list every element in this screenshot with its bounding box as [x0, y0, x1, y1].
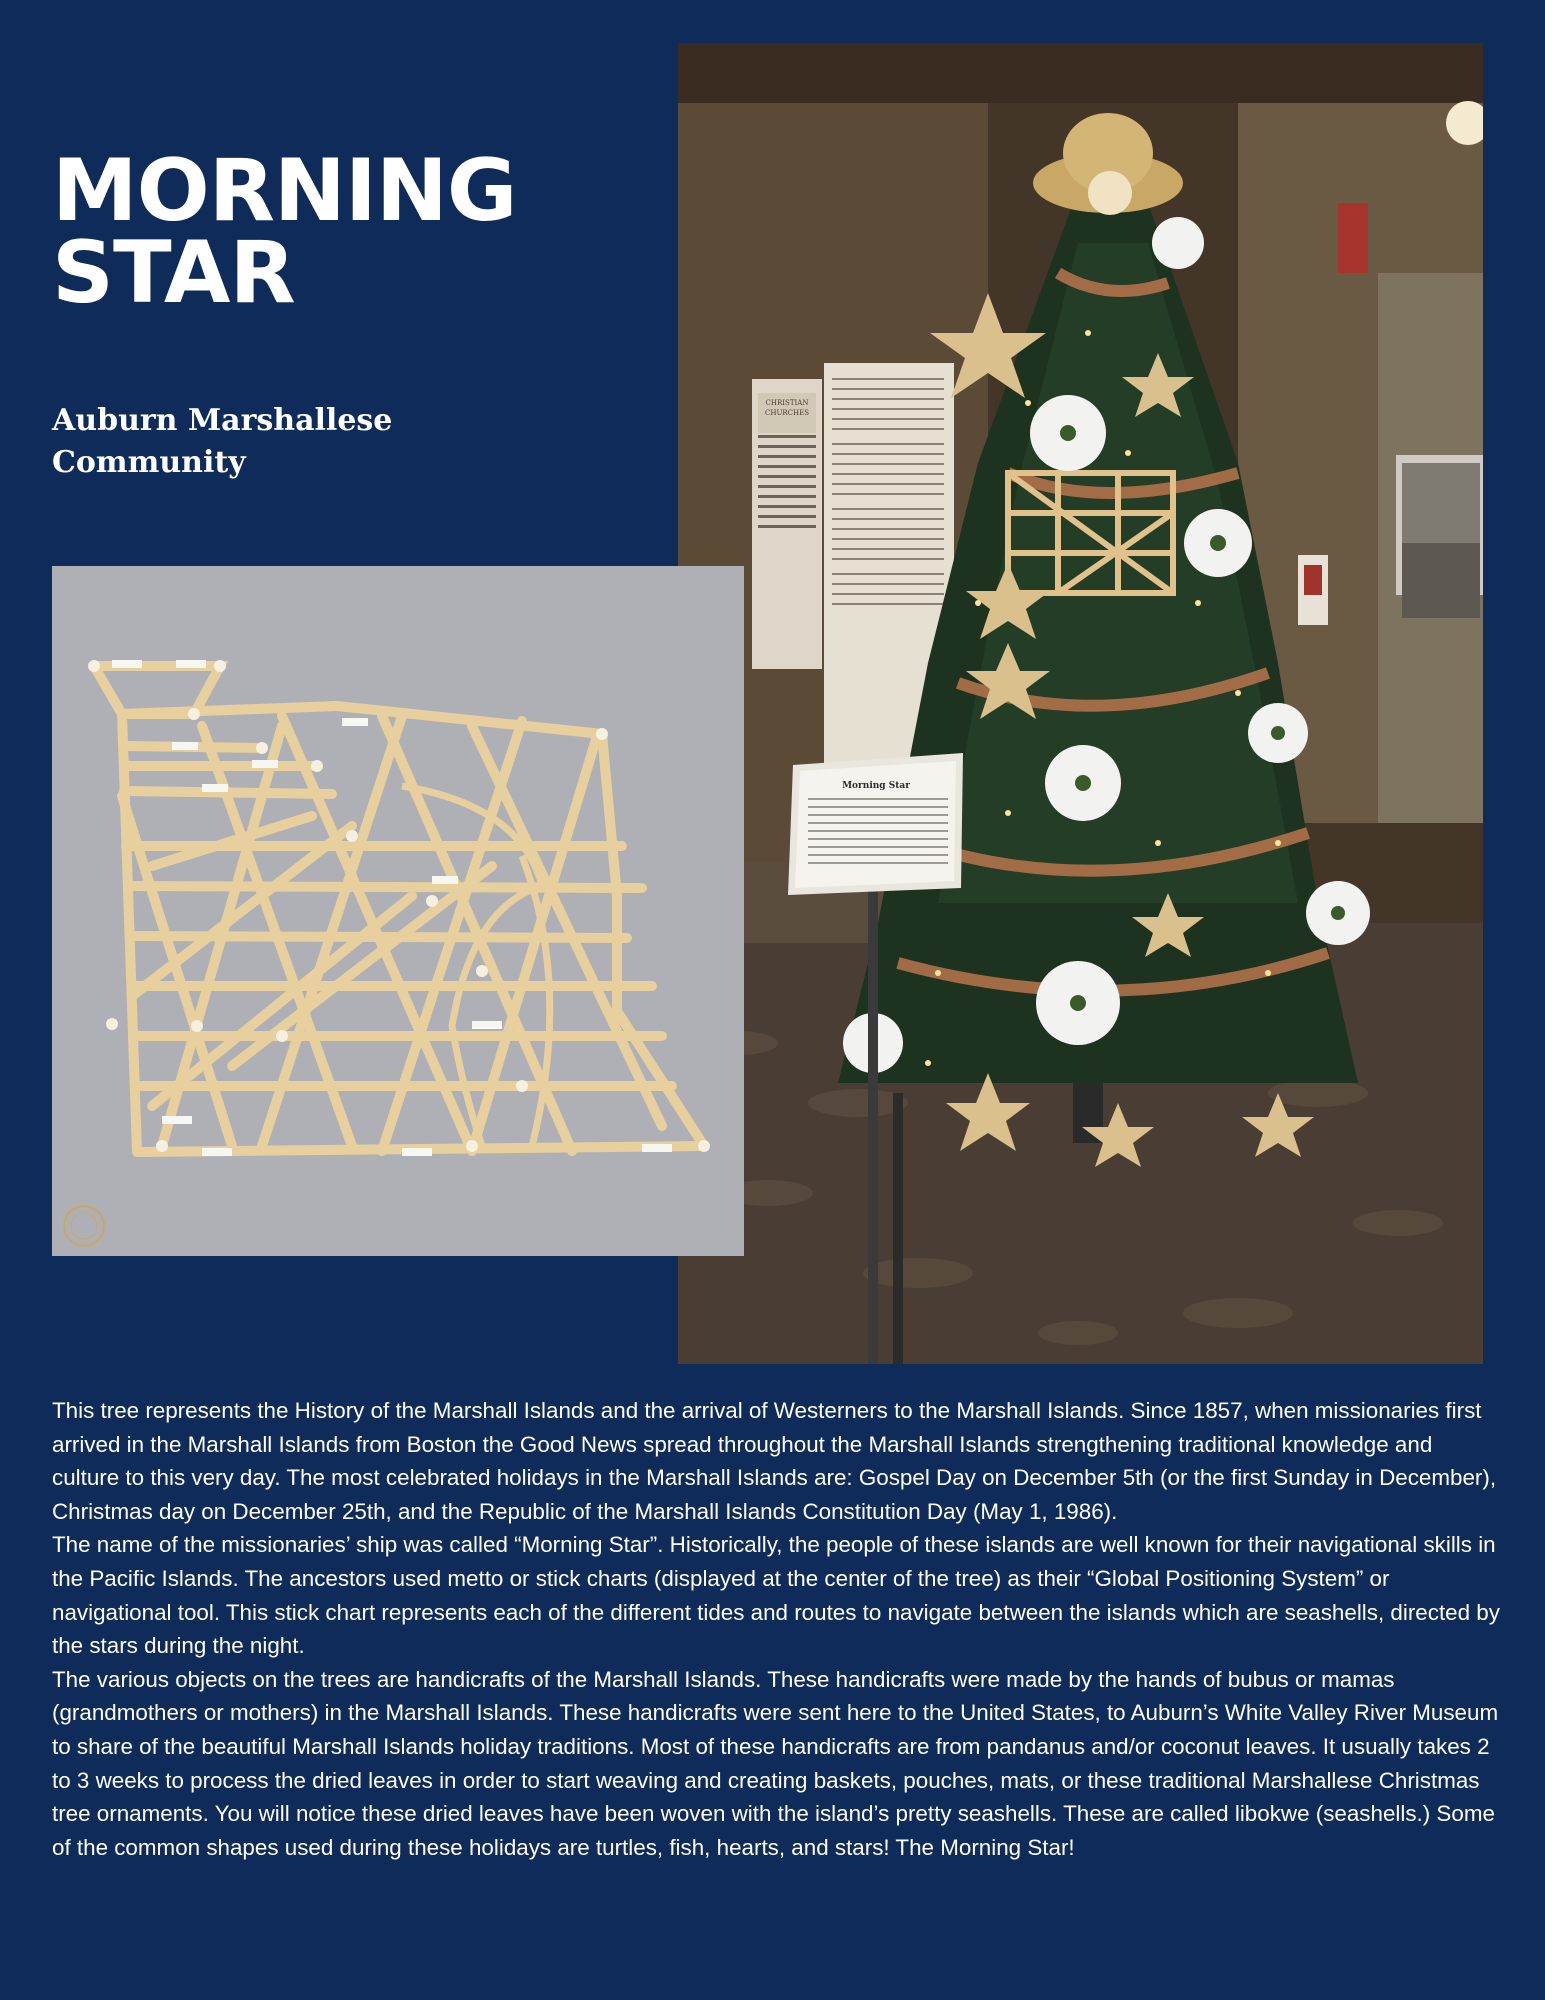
christmas-tree-photo	[678, 43, 1483, 1364]
sign-title: Morning Star	[842, 781, 910, 791]
page-subtitle	[52, 400, 612, 484]
subtitle-line-2: Community	[52, 445, 246, 480]
subtitle-line-1: Auburn Marshallese	[52, 403, 393, 438]
stick-chart-photo	[52, 566, 744, 1256]
page-title	[52, 141, 612, 323]
tree-illustration	[678, 43, 1483, 1364]
stick-chart-illustration	[52, 566, 744, 1256]
panel-heading-1: CHRISTIAN	[765, 399, 809, 407]
paragraph-ship-name: The name of the missionaries’ ship was called “Morning Star”. Historically, the people of these islands are well known for their navigational skills in the Pacific Islands. The ancestors used metto or stick charts (displayed at the center of the tree) as their “Global Positioning System” or navigational tool. This stick chart represents each of the different tides and routes to navigate between the islands which are seashells, directed by the stars during the night.	[52, 1532, 1500, 1659]
title-line-1: MORNING	[52, 141, 517, 241]
title-line-2: STAR	[52, 223, 295, 323]
description-text	[52, 1394, 1502, 1864]
panel-heading-2: CHURCHES	[765, 409, 809, 417]
paragraph-handicrafts: The various objects on the trees are handicrafts of the Marshall Islands. These handicrafts were made by the hands of bubus or mamas (grandmothers or mothers) in the Marshall Islands. These handicrafts were sent here to the United States, to Auburn’s White Valley River Museum to share of the beautiful Marshall Islands holiday traditions. Most of these handicrafts are from pandanus and/or coconut leaves. It usually takes 2 to 3 weeks to process the dried leaves in order to start weaving and creating baskets, pouches, mats, or these traditional Marshallese Christmas tree ornaments. You will notice these dried leaves have been woven with the island’s pretty seashells. These are called libokwe (seashells.) Some of the common shapes used during these holidays are turtles, fish, hearts, and stars! The Morning Star!	[52, 1666, 1499, 1860]
paragraph-history: This tree represents the History of the Marshall Islands and the arrival of Westerners to the Marshall Islands. Since 1857, when missionaries first arrived in the Marshall Islands from Boston the Good News spread throughout the Marshall Islands strengthening traditional knowledge and culture to this very day. The most celebrated holidays in the Marshall Islands are: Gospel Day on December 5th (or the first Sunday in December), Christmas day on December 25th, and the Republic of the Marshall Islands Constitution Day (May 1, 1986).	[52, 1398, 1497, 1524]
